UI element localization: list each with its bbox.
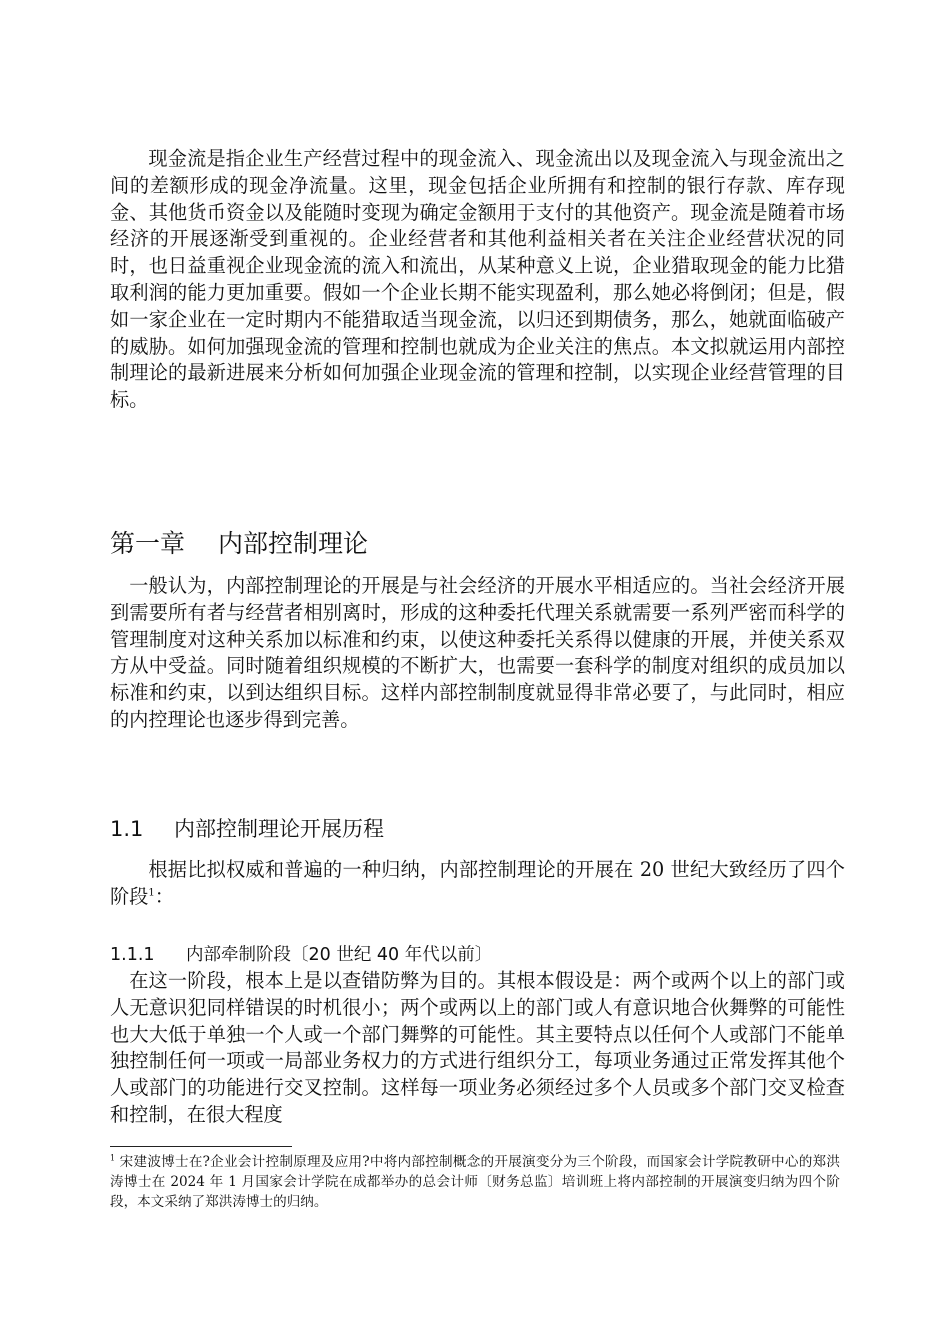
footnote-reference[interactable]: 1 [148,887,155,899]
footnote-text: 宋建波博士在?企业会计控制原理及应用?中将内部控制概念的开展演变分为三个阶段，而国家会计学院教研中心的郑洪涛博士在 2024 年 1 月国家会计学院在成都举办的总会计师〔财务总监〕培训班上将内部控制的开展演变归纳为四个阶段，本文采纳了郑洪涛博士的归纳。 [110,1154,840,1210]
section-heading [110,815,384,843]
chapter-title: 内部控制理论 [218,529,369,558]
chapter-paragraph: 一般认为，内部控制理论的开展是与社会经济的开展水平相适应的。当社会经济开展到需要所有者与经营者相别离时，形成的这种委托代理关系就需要一系列严密而科学的管理制度对这种关系加以标准和约束，以使这种委托关系得以健康的开展，并使关系双方从中受益。同时随着组织规模的不断扩大，也需要一套科学的制度对组织的成员加以标准和约束，以到达组织目标。这样内部控制制度就显得非常必要了，与此同时，相应的内控理论也逐步得到完善。 [110,574,845,731]
section-number: 1.1 [110,817,144,841]
footnote [110,1152,840,1212]
subsection-paragraph: 在这一阶段，根本上是以查错防弊为目的。其根本假设是：两个或两个以上的部门或人无意识犯同样错误的时机很小；两个或两以上的部门或人有意识地合伙舞弊的可能性也大大低于单独一个人或一个部门舞弊的可能性。其主要特点以任何个人或部门不能单独控制任何一项或一局部业务权力的方式进行组织分工，每项业务通过正常发挥其他个人或部门的功能进行交叉控制。这样每一项业务必须经过多个人员或多个部门交叉检查和控制，在很大程度 [110,969,845,1126]
chapter-heading [110,528,368,560]
section-paragraph [110,857,845,911]
subsection-title: 内部牵制阶段〔20 世纪 40 年代以前〕 [186,945,493,965]
section-paragraph-end: ： [154,884,174,908]
footnote-mark: 1 [110,1153,116,1163]
subsection-heading [110,943,492,967]
intro-paragraph: 现金流是指企业生产经营过程中的现金流入、现金流出以及现金流入与现金流出之间的差额形成的现金净流量。这里，现金包括企业所拥有和控制的银行存款、库存现金、其他货币资金以及能随时变现为确定金额用于支付的其他资产。现金流是随着市场经济的开展逐渐受到重视的。企业经营者和其他利益相关者在关注企业经营状况的同时，也日益重视企业现金流的流入和流出，从某种意义上说，企业猎取现金的能力比猎取利润的能力更加重要。假如一个企业长期不能实现盈利，那么她必将倒闭；但是，假如一家企业在一定时期内不能猎取适当现金流，以归还到期债务，那么，她就面临破产的威胁。如何加强现金流的管理和控制也就成为企业关注的焦点。本文拟就运用内部控制理论的最新进展来分析如何加强企业现金流的管理和控制，以实现企业经营管理的目标。 [110,147,845,412]
section-paragraph-text: 根据比拟权威和普遍的一种归纳，内部控制理论的开展在 20 世纪大致经历了四个阶段 [110,858,845,908]
section-title: 内部控制理论开展历程 [174,817,384,841]
chapter-number: 第一章 [110,529,186,558]
footnote-separator [110,1146,292,1147]
subsection-number: 1.1.1 [110,945,155,965]
